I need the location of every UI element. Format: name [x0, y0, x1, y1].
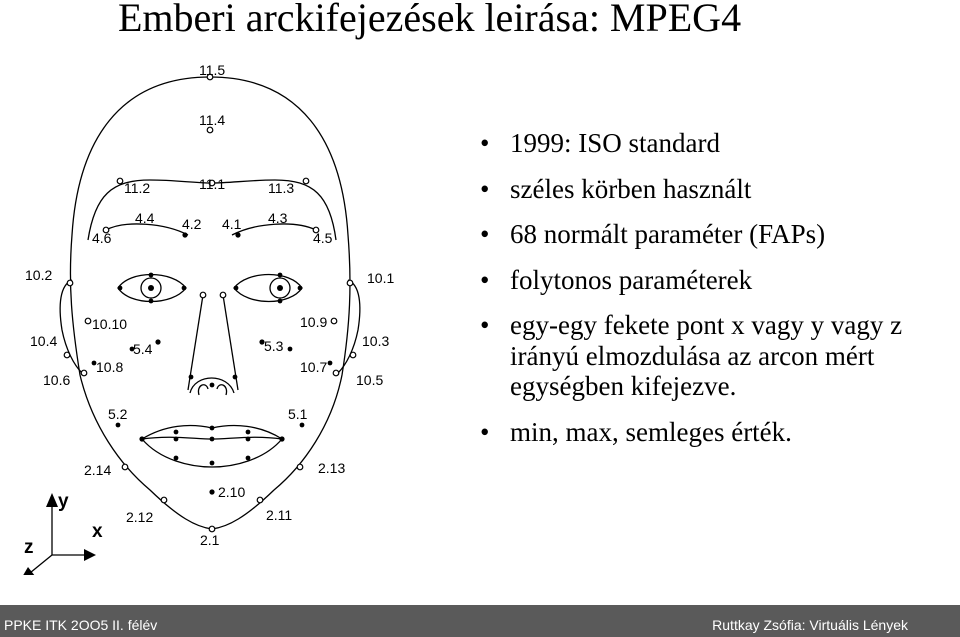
label-10-2: 10.2	[25, 267, 53, 283]
point-2-12	[161, 497, 167, 503]
label-5-3: 5.3	[264, 338, 284, 354]
bullet-item: • 68 normált paraméter (FAPs)	[480, 219, 960, 250]
point-nose-top-left	[200, 292, 206, 298]
footer-author: Ruttkay Zsófia: Virtuális Lények	[712, 617, 908, 633]
point-4-1	[235, 232, 240, 237]
label-10-5: 10.5	[356, 372, 384, 388]
label-2-13: 2.13	[318, 460, 346, 476]
y-arrow	[46, 493, 58, 507]
label-11-3: 11.3	[268, 180, 295, 196]
point-10-2	[67, 280, 73, 286]
label-5-4: 5.4	[133, 341, 153, 357]
bullet-list	[480, 128, 960, 462]
label-11-4: 11.4	[199, 112, 226, 128]
label-4-5: 4.5	[313, 230, 333, 246]
point-nose-top-right	[220, 292, 226, 298]
point-11-4	[207, 127, 213, 133]
point-10-9	[331, 318, 337, 324]
point-4-2	[182, 232, 187, 237]
label-5-1: 5.1	[288, 406, 308, 422]
point-2-10	[209, 489, 214, 494]
label-5-2: 5.2	[108, 406, 128, 422]
axis-label-x: x	[92, 521, 103, 542]
left-nostril	[198, 385, 208, 395]
label-11-2: 11.2	[124, 180, 151, 196]
right-ear	[338, 280, 360, 373]
x-arrow	[84, 549, 96, 561]
label-2-1: 2.1	[200, 532, 220, 548]
bullet-item: • széles körben használt	[480, 174, 960, 205]
footer-bar	[0, 605, 960, 637]
point-2-11	[257, 497, 263, 503]
label-10-4: 10.4	[30, 333, 58, 349]
point-5-4	[155, 339, 160, 344]
point-5-1	[300, 423, 305, 428]
point-right-pupil	[277, 285, 283, 291]
footer-course: PPKE ITK 2OO5 II. félév	[4, 617, 158, 633]
point-10-10	[85, 318, 91, 324]
face-feature-points-svg	[0, 55, 420, 575]
point-2-13	[297, 464, 303, 470]
right-nostril	[217, 385, 227, 395]
label-4-6: 4.6	[92, 230, 112, 246]
point-2-14	[122, 464, 128, 470]
point-2-1	[209, 526, 215, 532]
label-11-1: 11.1	[199, 176, 226, 192]
point-5-2	[116, 423, 121, 428]
bullet-item: • folytonos paraméterek	[480, 265, 960, 296]
bullet-item: • 1999: ISO standard	[480, 128, 960, 159]
point-10-6	[81, 370, 87, 376]
point-left-pupil	[148, 285, 154, 291]
point-10-4	[64, 352, 70, 358]
label-2-11: 2.11	[266, 507, 293, 523]
label-4-3: 4.3	[268, 210, 288, 226]
point-11-3	[303, 178, 309, 184]
label-10-10: 10.10	[92, 316, 128, 332]
label-10-3: 10.3	[362, 333, 390, 349]
point-10-5	[333, 370, 339, 376]
bullet-item: • egy-egy fekete pont x vagy y vagy z irányú elmozdulása az arcon mért egységben kifejezve.	[480, 310, 960, 402]
point-10-7	[328, 361, 333, 366]
face-outline	[70, 77, 350, 529]
point-11-2	[117, 178, 123, 184]
page-title: Emberi arckifejezések leirása: MPEG4	[118, 0, 742, 40]
label-2-10: 2.10	[218, 484, 246, 500]
mpeg4-face-diagram	[0, 55, 420, 575]
label-2-12: 2.12	[126, 509, 154, 525]
label-10-8: 10.8	[96, 359, 124, 375]
axis-label-z: z	[24, 537, 34, 558]
point-10-1	[347, 280, 353, 286]
label-4-4: 4.4	[135, 210, 155, 226]
label-11-5: 11.5	[199, 62, 226, 78]
label-10-7: 10.7	[300, 359, 328, 375]
label-10-6: 10.6	[43, 372, 71, 388]
label-4-1: 4.1	[222, 216, 242, 232]
label-2-14: 2.14	[84, 462, 112, 478]
label-10-9: 10.9	[300, 314, 328, 330]
point-10-3	[350, 352, 356, 358]
bullet-item: • min, max, semleges érték.	[480, 417, 960, 448]
label-4-2: 4.2	[182, 216, 202, 232]
label-10-1: 10.1	[367, 270, 395, 286]
right-eye	[234, 275, 302, 302]
axis-label-y: y	[58, 491, 69, 512]
